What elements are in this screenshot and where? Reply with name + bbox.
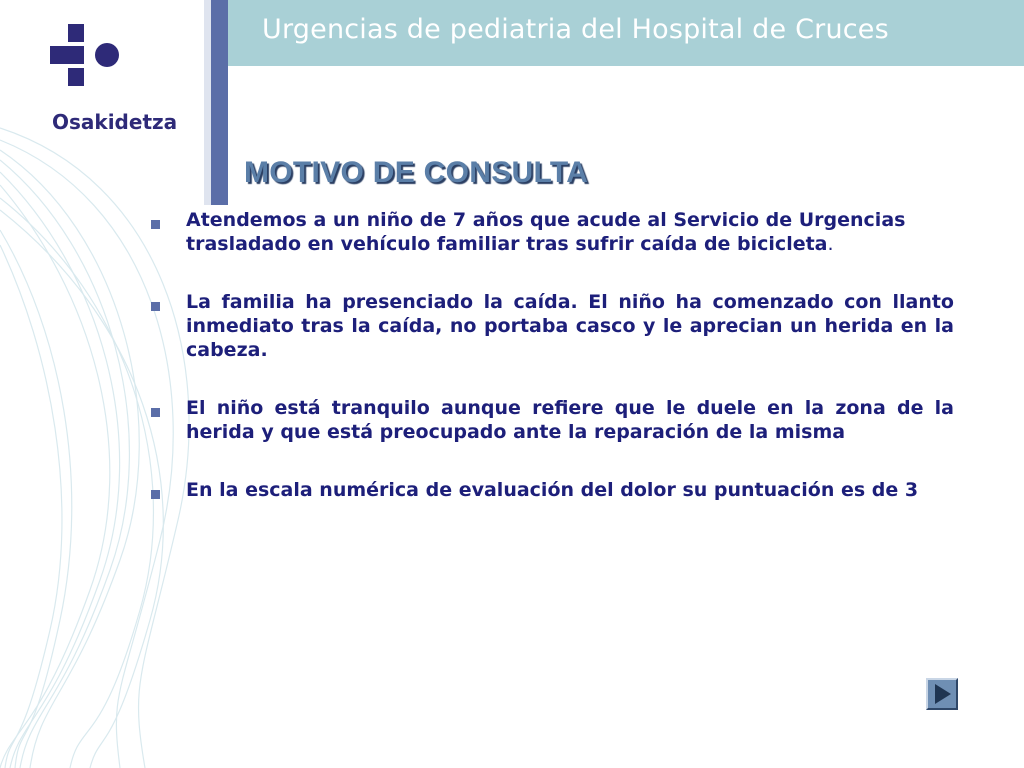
play-triangle-icon [928,680,956,708]
bullet-text: El niño está tranquilo aunque refiere que le duele en la zona de la herida y que está preocupado ante la reparación de la misma [186,397,954,443]
header-title: Urgencias de pediatria del Hospital de Cruces [262,14,889,45]
bullet-text: Atendemos a un niño de 7 años que acude al Servicio de Urgencias trasladado en vehículo familiar tras sufrir caída de bicicleta. [186,209,906,255]
bullet-item [148,208,954,256]
bullet-text: La familia ha presenciado la caída. El niño ha comenzado con llanto inmediato tras la caída, no portaba casco y le aprecian un herida en la cabeza. [186,291,954,361]
bullet-item [148,478,954,502]
square-bullet-icon [151,220,160,229]
vertical-accent-bar-light [204,0,211,205]
bullet-list [148,208,954,536]
square-bullet-icon [151,302,160,311]
bullet-item [148,290,954,362]
bullet-item [148,396,954,444]
bullet-text: En la escala numérica de evaluación del dolor su puntuación es de 3 [186,479,919,501]
slide-title: MOTIVO DE CONSULTA [244,156,589,189]
vertical-accent-bar [211,0,228,205]
next-slide-button[interactable] [926,678,958,710]
square-bullet-icon [151,490,160,499]
square-bullet-icon [151,408,160,417]
logo-text: Osakidetza [52,110,178,134]
osakidetza-logo-icon [50,24,122,94]
